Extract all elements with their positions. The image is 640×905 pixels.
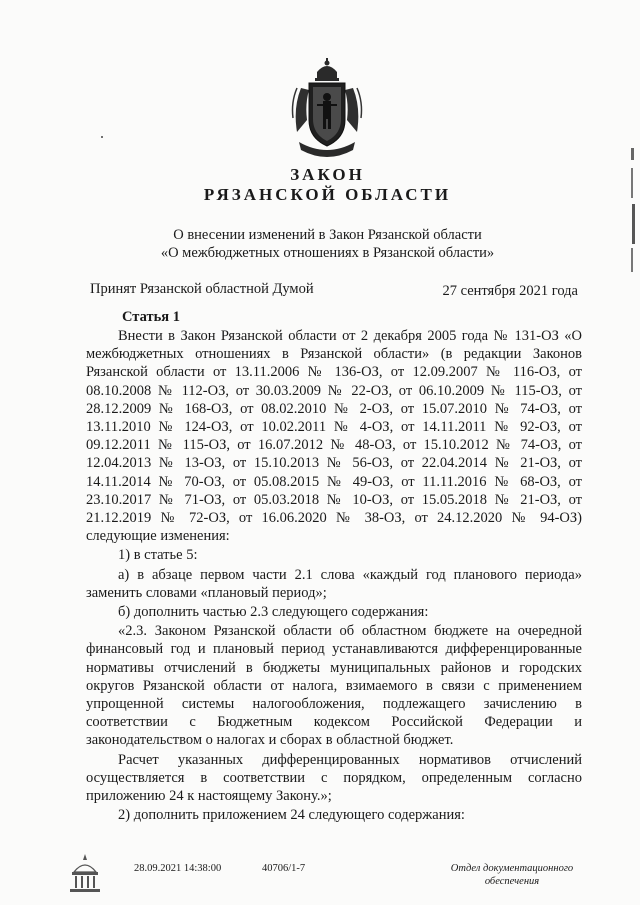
article-paragraph: 1) в статье 5: xyxy=(118,547,198,564)
law-subtitle-line1: О внесении изменений в Закон Рязанской области xyxy=(173,227,482,243)
law-subtitle-line2: «О межбюджетных отношениях в Рязанской области» xyxy=(160,245,495,261)
law-title-line2: РЯЗАНСКОЙ ОБЛАСТИ xyxy=(203,185,452,204)
article-paragraph: 2) дополнить приложением 24 следующего содержания: xyxy=(118,807,465,824)
coat-of-arms-icon xyxy=(287,58,367,164)
department-stamp xyxy=(432,862,592,888)
footer-timestamp: 28.09.2021 14:38:00 xyxy=(134,863,222,874)
adoption-date: 27 сентября 2021 года xyxy=(442,283,578,299)
scan-edge-artifact xyxy=(630,148,636,273)
article-paragraph: Расчет указанных дифференцированных нормативов отчислений осуществляется в соответствии с порядком, определенным согласно приложению 24 к настоящему Закону.»; xyxy=(86,751,582,805)
article-body xyxy=(86,327,582,824)
stamp-line2: обеспечения xyxy=(484,876,540,887)
footer-logo-icon xyxy=(66,852,104,896)
article-paragraph: Внести в Закон Рязанской области от 2 декабря 2005 года № 131-ОЗ «О межбюджетных отношениях в Рязанской области» (в редакции Законов Рязанской области от 13.11.2006 № 136-ОЗ, от 12.09.2007 № 116-ОЗ, от 08.10.2008 № 112-ОЗ, от 30.03.2009 № 22-ОЗ, от 06.10.2009 № 115-ОЗ, от 28.12.2009 № 168-ОЗ, от 08.02.2010 № 2-ОЗ, от 15.07.2010 № 74-ОЗ, от 13.11.2010 № 124-ОЗ, от 10.02.2011 № 4-ОЗ, от 14.11.2011 № 92-ОЗ, от 09.12.2011 № 115-ОЗ, от 16.07.2012 № 48-ОЗ, от 15.10.2012 № 74-ОЗ, от 12.04.2013 № 13-ОЗ, от 15.10.2013 № 56-ОЗ, от 22.04.2014 № 21-ОЗ, от 14.11.2014 № 70-ОЗ, от 05.08.2015 № 49-ОЗ, от 11.11.2016 № 68-ОЗ, от 23.10.2017 № 71-ОЗ, от 05.03.2018 № 10-ОЗ, от 15.05.2018 № 21-ОЗ, от 21.12.2019 № 72-ОЗ, от 16.06.2020 № 38-ОЗ, от 24.12.2020 № 94-ОЗ) следующие изменения: xyxy=(86,328,582,545)
stamp-line1: Отдел документационного xyxy=(450,863,574,874)
adopted-by: Принят Рязанской областной Думой xyxy=(90,281,314,297)
article-paragraph: б) дополнить частью 2.3 следующего содержания: xyxy=(118,604,429,621)
article-paragraph: а) в абзаце первом части 2.1 слова «каждый год планового периода» заменить словами «плановый период»; xyxy=(86,566,582,601)
article-heading: Статья 1 xyxy=(122,309,180,325)
scan-speck xyxy=(101,136,103,138)
law-title-line1: ЗАКОН xyxy=(290,165,365,184)
footer-doc-number: 40706/1-7 xyxy=(262,863,306,874)
article-paragraph: «2.3. Законом Рязанской области об областном бюджете на очередной финансовый год и плановый период устанавливаются дифференцированные нормативы отчислений в бюджеты муниципальных районов и городских округов Рязанской области от налога, взимаемого в связи с применением упрощенной системы налогообложения, подлежащего зачислению в соответствии с Бюджетным кодексом Российской Федерации и законодательством о налогах и сборах в областной бюджет. xyxy=(86,623,582,749)
